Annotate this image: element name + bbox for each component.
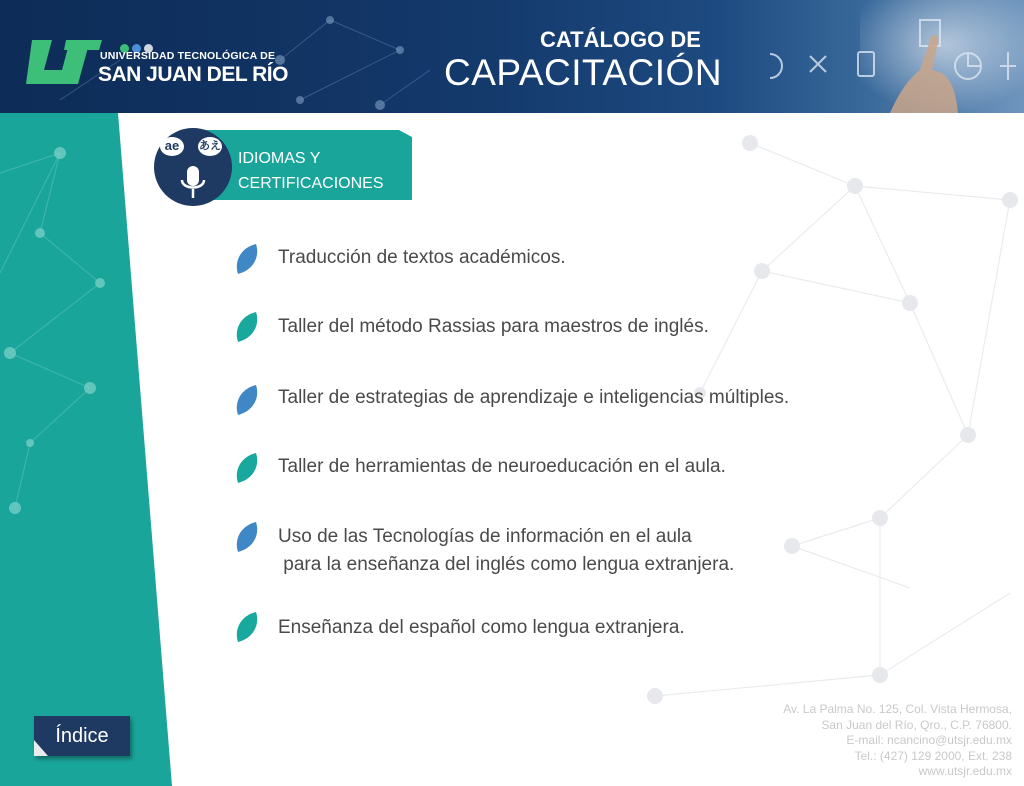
address-line-website: www.utsjr.edu.mx [918,764,1012,778]
section-title-line1: IDIOMAS Y [238,150,321,167]
leaf-bullet-icon [234,453,260,483]
address-line-email: E-mail: ncancino@utsjr.edu.mx [846,733,1012,747]
catalog-title-line1: CATÁLOGO DE [540,27,701,52]
index-button[interactable]: Índice [34,716,130,756]
course-item-5 [278,523,734,579]
course-item-4: Taller de herramientas de neuroeducación en el aula. [278,456,726,477]
university-logo [22,36,288,92]
address-line-1: Av. La Palma No. 125, Col. Vista Hermosa, [783,702,1012,716]
logo-city-name: SAN JUAN DEL RÍO [98,63,288,86]
course-item-1: Traducción de textos académicos. [278,247,566,268]
leaf-bullet-icon [234,244,260,274]
course-item-5-line2: para la enseñanza del inglés como lengua extranjera. [278,554,735,575]
languages-icon [154,128,232,206]
course-item-5-line1: Uso de las Tecnologías de información en el aula [278,526,692,547]
course-item-6: Enseñanza del español como lengua extranjera. [278,617,685,638]
section-title-line2: CERTIFICACIONES [238,175,384,192]
catalog-title-line2: CAPACITACIÓN [444,52,723,93]
leaf-bullet-icon [234,312,260,342]
logo-dots [120,40,156,50]
section-badge-idiomas [154,128,416,204]
contact-address [783,702,1012,780]
header-banner [0,0,1024,113]
course-item-2: Taller del método Rassias para maestros de inglés. [278,316,709,337]
section-title [238,146,384,196]
background-network-decoration [0,113,1024,786]
leaf-bullet-icon [234,522,260,552]
ut-logo-mark [22,36,102,88]
leaf-bullet-icon [234,612,260,642]
logo-university-name: UNIVERSIDAD TECNOLÓGICA DE [100,50,276,62]
course-item-3: Taller de estrategias de aprendizaje e inteligencias múltiples. [278,387,790,408]
microphone-icon [179,164,207,202]
speech-bubble-ae: ae [160,137,184,156]
speech-bubble-japanese: あえ [198,137,222,156]
address-line-2: San Juan del Río, Qro., C.P. 76800. [821,717,1012,732]
index-button-fold-corner [34,740,54,758]
address-line-phone: Tel.: (427) 129 2000, Ext. 238 [854,748,1012,763]
leaf-bullet-icon [234,385,260,415]
touchscreen-hand-illustration [770,0,1024,113]
